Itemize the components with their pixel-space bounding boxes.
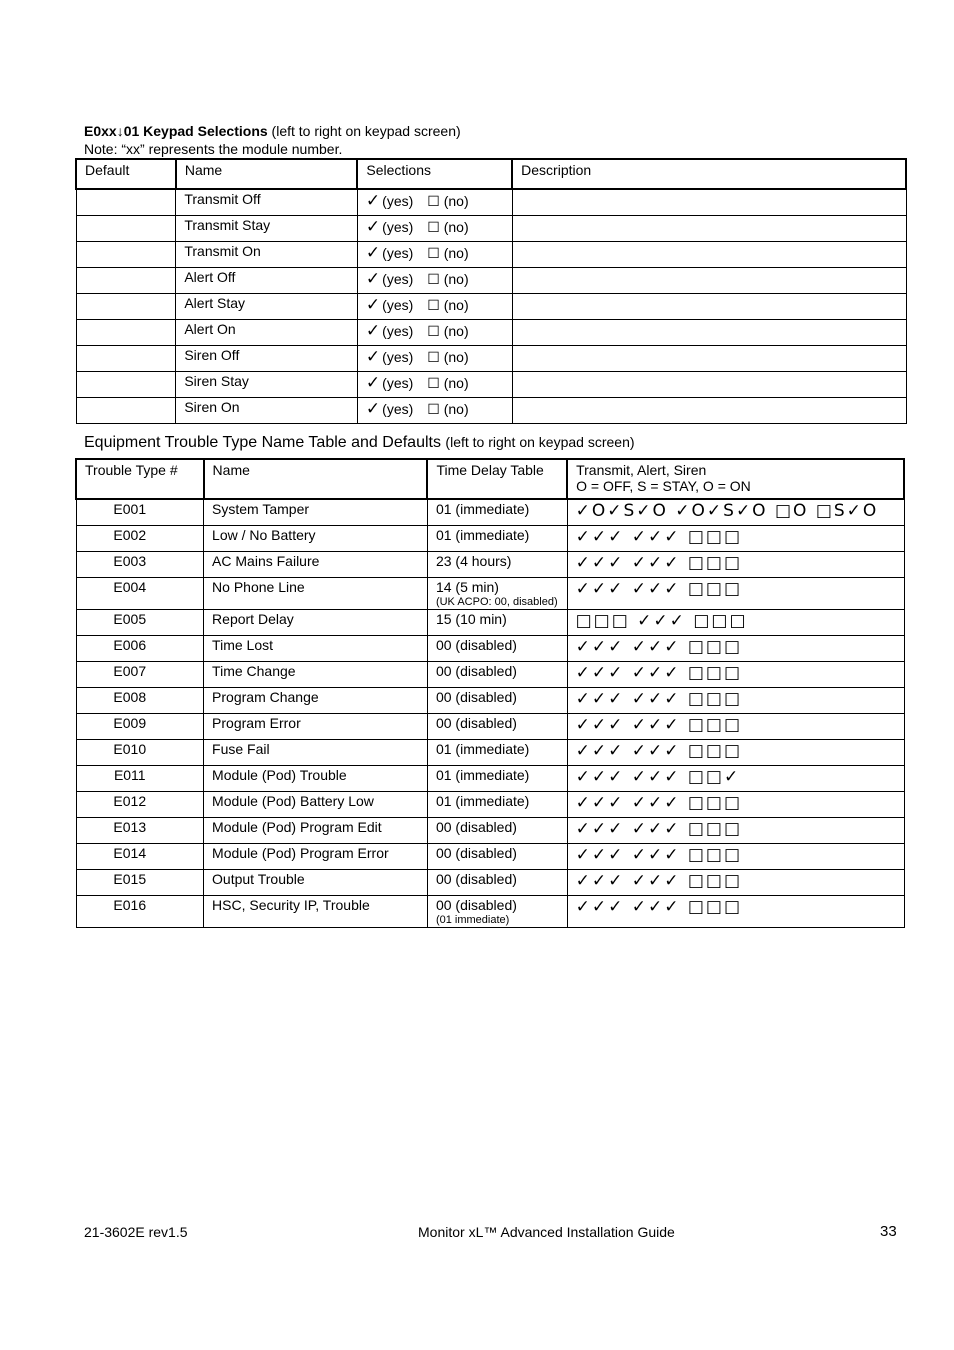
cell-default [76, 293, 176, 319]
table-row [76, 577, 904, 609]
keypad-selections-heading [84, 123, 461, 139]
yes-label: (yes) [382, 270, 414, 287]
heading-subtitle: (left to right on keypad screen) [267, 123, 461, 139]
checkbox-icon: ☐ [427, 400, 440, 417]
cell-selections [357, 241, 512, 267]
cell-time-delay [427, 765, 567, 791]
table-row [76, 843, 904, 869]
checkbox-icon: ☐ [427, 270, 440, 287]
table-row [76, 499, 904, 525]
cell-time-delay [427, 817, 567, 843]
cell-description [512, 397, 906, 423]
symbol-string: ✓✓✓ ✓✓✓ □□□ [575, 792, 743, 813]
delay-value: 01 (immediate) [435, 792, 530, 809]
cell-trouble-number: E011 [76, 765, 204, 791]
checkbox-icon: ☐ [427, 193, 440, 209]
cell-default [76, 267, 176, 293]
cell-selections [357, 397, 512, 423]
table-row [76, 661, 904, 687]
cell-trouble-number: E007 [76, 661, 204, 687]
table-row [76, 551, 904, 577]
table-row [76, 319, 906, 345]
cell-trouble-number: E005 [76, 609, 204, 635]
symbol-string: ✓✓✓ ✓✓✓ □□□ [575, 662, 743, 683]
table-row [76, 635, 904, 661]
cell-name: Siren Off [176, 345, 358, 371]
symbol-string: □□□ ✓✓✓ □□□ [575, 610, 748, 631]
cell-name: Alert Off [176, 267, 358, 293]
cell-time-delay [427, 739, 567, 765]
delay-note: (01 immediate) [435, 913, 510, 926]
cell-name: Fuse Fail [204, 739, 428, 765]
symbol-string: ✓✓✓ ✓✓✓ □□✓ [575, 766, 741, 787]
no-label: (no) [443, 270, 469, 287]
heading-code: E0xx [84, 123, 117, 139]
table-row [76, 241, 906, 267]
cell-description [512, 371, 906, 397]
checkbox-icon: ☐ [427, 322, 440, 339]
symbol-string: ✓O✓S✓O ✓O✓S✓O □O □S✓O [575, 501, 879, 521]
cell-name: Report Delay [204, 609, 428, 635]
cell-description [512, 189, 906, 215]
heading-title: 01 Keypad Selections [123, 123, 268, 139]
cell-trouble-number: E002 [76, 525, 204, 551]
header-tas-line2: O = OFF, S = STAY, O = ON [576, 478, 751, 494]
table-row [76, 215, 906, 241]
cell-trouble-number: E015 [76, 869, 204, 895]
cell-symbols [567, 817, 904, 843]
cell-default [76, 241, 176, 267]
header-time-delay: Time Delay Table [427, 459, 567, 499]
cell-name: Program Error [204, 713, 428, 739]
cell-name: HSC, Security IP, Trouble [204, 895, 428, 927]
table-row [76, 791, 904, 817]
delay-value: 01 (immediate) [435, 526, 530, 543]
check-icon: ✓ [365, 216, 381, 236]
cell-name: Siren On [176, 397, 358, 423]
cell-name: Time Lost [204, 635, 428, 661]
cell-default [76, 371, 176, 397]
cell-symbols [567, 765, 904, 791]
header-default: Default [76, 159, 176, 189]
cell-symbols [567, 895, 904, 927]
no-label: (no) [443, 400, 469, 417]
table-row [76, 267, 906, 293]
delay-value: 00 (disabled) [435, 844, 517, 861]
symbol-string: ✓✓✓ ✓✓✓ □□□ [575, 636, 743, 657]
cell-symbols [567, 791, 904, 817]
module-note: Note: “xx” represents the module number. [84, 141, 343, 157]
table-row [76, 869, 904, 895]
cell-symbols [567, 635, 904, 661]
cell-name: Transmit On [176, 241, 358, 267]
cell-symbols [567, 869, 904, 895]
check-icon: ✓ [365, 372, 381, 392]
cell-selections [357, 267, 512, 293]
table-row [76, 525, 904, 551]
cell-name: Siren Stay [176, 371, 358, 397]
page-number: 33 [880, 1223, 897, 1240]
cell-selections [357, 319, 512, 345]
check-icon: ✓ [365, 191, 381, 210]
header-name: Name [176, 159, 358, 189]
no-label: (no) [443, 244, 469, 261]
cell-description [512, 267, 906, 293]
yes-label: (yes) [382, 296, 414, 313]
cell-name: AC Mains Failure [204, 551, 428, 577]
no-label: (no) [443, 322, 469, 339]
header-selections: Selections [357, 159, 512, 189]
cell-name: Time Change [204, 661, 428, 687]
cell-trouble-number: E012 [76, 791, 204, 817]
cell-time-delay [427, 609, 567, 635]
cell-name: Transmit Stay [176, 215, 358, 241]
cell-time-delay [427, 577, 567, 609]
yes-label: (yes) [382, 218, 414, 235]
checkbox-icon: ☐ [427, 244, 440, 261]
keypad-selections-table [75, 158, 907, 424]
cell-time-delay [427, 843, 567, 869]
cell-name: Module (Pod) Program Error [204, 843, 428, 869]
cell-trouble-number: E014 [76, 843, 204, 869]
cell-time-delay [427, 661, 567, 687]
cell-trouble-number: E004 [76, 577, 204, 609]
header-tas-line1: Transmit, Alert, Siren [576, 462, 707, 478]
symbol-string: ✓✓✓ ✓✓✓ □□□ [575, 740, 743, 761]
table-row [76, 687, 904, 713]
delay-value: 00 (disabled) [435, 870, 517, 887]
cell-time-delay [427, 713, 567, 739]
header-description: Description [512, 159, 906, 189]
cell-description [512, 345, 906, 371]
cell-symbols [567, 713, 904, 739]
cell-name: Alert On [176, 319, 358, 345]
no-label: (no) [443, 348, 469, 365]
table-row [76, 895, 904, 927]
symbol-string: ✓✓✓ ✓✓✓ □□□ [575, 870, 743, 891]
delay-value: 00 (disabled) [435, 896, 517, 913]
header-transmit-alert-siren [567, 459, 904, 499]
cell-name: Module (Pod) Trouble [204, 765, 428, 791]
delay-value: 00 (disabled) [435, 714, 517, 731]
delay-value: 23 (4 hours) [435, 552, 512, 569]
down-arrow-icon: ↓ [116, 123, 124, 139]
symbol-string: ✓✓✓ ✓✓✓ □□□ [575, 714, 743, 735]
cell-time-delay [427, 869, 567, 895]
check-icon: ✓ [365, 320, 381, 340]
delay-value: 00 (disabled) [435, 662, 517, 679]
symbol-string: ✓✓✓ ✓✓✓ □□□ [575, 552, 743, 573]
delay-value: 00 (disabled) [435, 636, 517, 653]
cell-symbols [567, 609, 904, 635]
symbol-string: ✓✓✓ ✓✓✓ □□□ [575, 844, 743, 865]
delay-value: 01 (immediate) [435, 501, 530, 517]
symbol-string: ✓✓✓ ✓✓✓ □□□ [575, 818, 743, 839]
cell-time-delay [427, 551, 567, 577]
cell-trouble-number: E009 [76, 713, 204, 739]
table-row [76, 817, 904, 843]
cell-symbols [567, 551, 904, 577]
cell-symbols [567, 577, 904, 609]
yes-label: (yes) [382, 244, 414, 261]
delay-value: 14 (5 min) [435, 578, 499, 595]
no-label: (no) [443, 193, 469, 209]
cell-name: Module (Pod) Program Edit [204, 817, 428, 843]
cell-trouble-number: E008 [76, 687, 204, 713]
table-header-row [76, 459, 904, 499]
trouble-table-subtitle: (left to right on keypad screen) [445, 434, 635, 450]
symbol-string: ✓✓✓ ✓✓✓ □□□ [575, 896, 743, 917]
cell-time-delay [427, 635, 567, 661]
yes-label: (yes) [382, 400, 414, 417]
symbol-string: ✓✓✓ ✓✓✓ □□□ [575, 526, 743, 547]
cell-name: Output Trouble [204, 869, 428, 895]
cell-symbols [567, 843, 904, 869]
delay-value: 15 (10 min) [435, 610, 507, 627]
no-label: (no) [443, 374, 469, 391]
delay-value: 00 (disabled) [435, 688, 517, 705]
cell-symbols [567, 661, 904, 687]
cell-default [76, 189, 176, 215]
delay-value: 01 (immediate) [435, 740, 530, 757]
delay-note: (UK ACPO: 00, disabled) [435, 595, 558, 608]
header-name: Name [204, 459, 428, 499]
cell-selections [357, 215, 512, 241]
cell-default [76, 345, 176, 371]
checkbox-icon: ☐ [427, 348, 440, 365]
cell-default [76, 215, 176, 241]
yes-label: (yes) [382, 322, 414, 339]
no-label: (no) [443, 218, 469, 235]
cell-trouble-number: E016 [76, 895, 204, 927]
no-label: (no) [443, 296, 469, 313]
cell-name: Program Change [204, 687, 428, 713]
cell-selections [357, 345, 512, 371]
table-row [76, 371, 906, 397]
cell-description [512, 241, 906, 267]
cell-description [512, 293, 906, 319]
cell-symbols [567, 499, 904, 525]
cell-time-delay [427, 499, 567, 525]
yes-label: (yes) [382, 374, 414, 391]
cell-default [76, 319, 176, 345]
check-icon: ✓ [365, 268, 381, 288]
delay-value: 01 (immediate) [435, 766, 530, 783]
yes-label: (yes) [382, 348, 414, 365]
symbol-string: ✓✓✓ ✓✓✓ □□□ [575, 578, 743, 599]
trouble-table-heading [84, 434, 635, 452]
check-icon: ✓ [365, 346, 381, 366]
cell-selections [357, 189, 512, 215]
check-icon: ✓ [365, 294, 381, 314]
cell-default [76, 397, 176, 423]
check-icon: ✓ [365, 398, 381, 418]
trouble-table-title: Equipment Trouble Type Name Table and Defaults [84, 434, 441, 451]
cell-symbols [567, 525, 904, 551]
trouble-type-table [75, 458, 905, 928]
cell-selections [357, 371, 512, 397]
table-row [76, 345, 906, 371]
cell-name: Module (Pod) Battery Low [204, 791, 428, 817]
table-row [76, 293, 906, 319]
table-row [76, 609, 904, 635]
cell-trouble-number: E001 [76, 499, 204, 525]
cell-name: Transmit Off [176, 189, 358, 215]
symbol-string: ✓✓✓ ✓✓✓ □□□ [575, 688, 743, 709]
cell-name: No Phone Line [204, 577, 428, 609]
cell-description [512, 215, 906, 241]
cell-trouble-number: E010 [76, 739, 204, 765]
cell-trouble-number: E013 [76, 817, 204, 843]
cell-time-delay [427, 687, 567, 713]
table-row [76, 189, 906, 215]
table-row [76, 739, 904, 765]
footer-doc-number: 21-3602E rev1.5 [84, 1224, 188, 1240]
delay-value: 00 (disabled) [435, 818, 517, 835]
checkbox-icon: ☐ [427, 296, 440, 313]
cell-name: Alert Stay [176, 293, 358, 319]
cell-description [512, 319, 906, 345]
cell-symbols [567, 739, 904, 765]
cell-trouble-number: E006 [76, 635, 204, 661]
table-header-row [76, 159, 906, 189]
yes-label: (yes) [382, 193, 414, 209]
cell-time-delay [427, 895, 567, 927]
footer-title: Monitor xL™ Advanced Installation Guide [418, 1224, 675, 1240]
cell-time-delay [427, 525, 567, 551]
cell-selections [357, 293, 512, 319]
checkbox-icon: ☐ [427, 218, 440, 235]
table-row [76, 713, 904, 739]
check-icon: ✓ [365, 242, 381, 262]
cell-symbols [567, 687, 904, 713]
table-row [76, 397, 906, 423]
cell-name: Low / No Battery [204, 525, 428, 551]
cell-time-delay [427, 791, 567, 817]
checkbox-icon: ☐ [427, 374, 440, 391]
header-trouble-type: Trouble Type # [76, 459, 204, 499]
cell-name: System Tamper [204, 499, 428, 525]
cell-trouble-number: E003 [76, 551, 204, 577]
table-row [76, 765, 904, 791]
